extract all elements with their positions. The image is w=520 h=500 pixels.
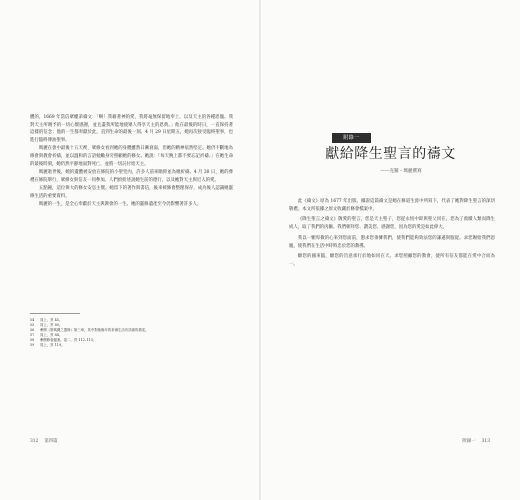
footnote-text: 同上，頁 45。 [40,318,63,322]
footnotes [30,318,236,349]
right-page [261,0,520,500]
paragraph: 瑪麗逝世後，她的遺體被安放在修院的小聖堂內，許多人前來瞻仰並為她祈禱。4 月 30 日，她的葬禮在修院舉行，眾修女與信友一同參加。人們紛紛述說她生前的德行，以及她對天主與近人的愛。 [30,170,233,183]
page-footer-left [30,438,58,444]
footnote-text: 同上，頁 119。 [40,343,65,348]
chapter-title: 獻給降生聖言的禱文 [325,146,456,162]
running-footer-section: 附錄一 [462,439,476,444]
footnote-text: 同上，頁 84。 [40,333,63,338]
paragraph: 瑪麗在會中最後十五天裡，眾修女看到她的身體雖然日漸衰弱，但她的精神依然堅定。她仍不斷地為修會與教會祈禱，並以溫和的言語勉勵身旁照顧她的修女。她說：「每天晚上都不要忘記祈禱。」在她生命的最後時刻，她仍然平靜地面對死亡，並將一切託付給天主。 [30,146,233,167]
left-body-text [30,114,233,209]
footnote-text: 參閱《聖瑪麗之靈修》第三章，其中對她晚年的祈禱生活有詳細的描述。 [40,328,149,333]
footnote-number: 59 [30,343,35,348]
footnote-text: 同上，頁 80。 [40,323,63,328]
footnote [30,343,236,348]
paragraph: 五點鐘，這位偉大的修女安息主懷。她留下的著作與書信，後來被修會整理保存，成為後人認識她靈修生活的重要資料。 [30,186,233,199]
left-page [0,0,259,500]
right-body-text [289,198,495,272]
footnote-number: 55 [30,323,35,328]
page-number: 312 [30,439,39,444]
appendix-tag: 附錄一 [332,133,371,143]
footnote-number: 57 [30,333,35,338]
paragraph: 瑪麗的一生，是全心奉獻於天主與教會的一生。她的靈修遺產至今仍影響著許多人。 [38,202,202,208]
paragraph: 《降生聖言之禱文》敬愛的聖言，您是天主聖子，您從永恆中即與聖父同在。您為了救贖人類而降生成人，取了我們的肉軀。我們朝拜您、讚美您、感謝您，因為您的愛是如此偉大。 [289,217,495,231]
footnote-number: 54 [30,318,35,322]
page-footer-right [462,438,490,444]
chapter-subtitle: ——克羅・瑪麗撰寫 [380,169,422,174]
paragraph: 體的，1669 年當信眾權弟禱文：「啊！我藉著神的愛，我將毫無保留地奉上，以及天主的各種恩寵。我對天主所賜予的一切心懷感謝，並且盡我所能地使眾人得享天主的恩典。」他在最後的時日，一直保持著這樣的信念；他的一生都奉獻於此，直到生命的最後一刻。4 月 29 日星期五，她再次接受臨終聖事，也進行臨終傅油聖事。 [30,115,233,144]
running-footer-section: 第四篇 [44,439,58,444]
footnote-number: 56 [30,328,35,333]
paragraph: 願您的國來臨，願您的旨意承行於地如同在天。求您照顧您的教會，使所有信友都能在愛中合而為一。 [289,254,495,267]
footnote-number: 58 [30,338,35,343]
paragraph: 我以一顆卑微的心來到您面前，懇求您垂憐我們，使我們能夠效法您的謙遜與服從。求您賜給我們恩寵，使我們在生活中時時忠於您的教導。 [289,235,495,249]
page-number: 313 [481,439,490,444]
footnote-text: 參閱修會檔案，卷二，頁 112–115。 [40,338,97,343]
paragraph: 此《禱文》原為 1677 年出版。據說這篇禱文是她在修道生涯中所寫下，代表了她對降生聖言的深切敬禮。本文所依據之原文收藏於修會檔案中。 [289,199,495,212]
footnote-rule [30,313,80,314]
